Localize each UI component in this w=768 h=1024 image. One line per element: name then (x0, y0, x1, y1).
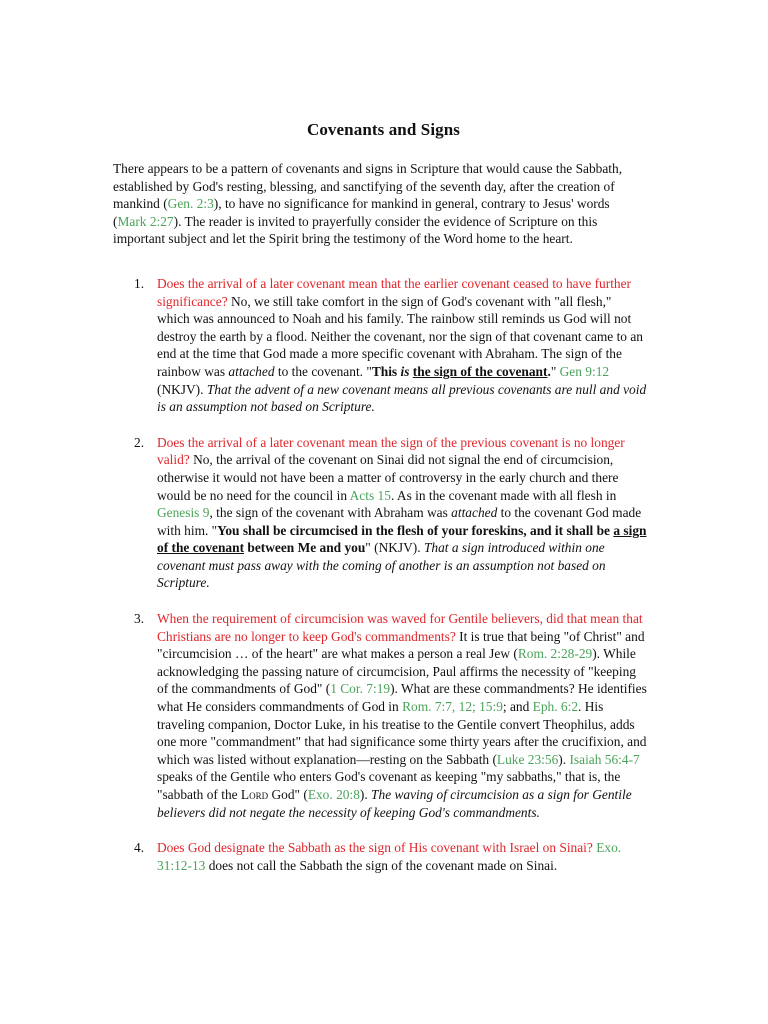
emphasis-text: attached (451, 505, 498, 521)
intro-text: ). The reader is invited to prayerfully consider the evidence of Scripture on this important subject and let the Spirit bring the testimony of the Word home to the heart. (113, 213, 598, 247)
quote-bold-underline: the sign of the covenant (412, 363, 548, 379)
conclusion-text: That the advent of a new covenant means all previous covenants are null and void is an assumption not based on Scripture. (157, 381, 647, 415)
answer-text: ). (359, 787, 372, 802)
question-text: Does the arrival of a later covenant mean that the earlier covenant ceased to have further significance? (157, 275, 632, 309)
scripture-reference[interactable]: Gen 9:12 (559, 363, 610, 379)
scripture-reference[interactable]: Acts 15 (349, 487, 391, 503)
answer-text: . As in the covenant made with all flesh in (390, 487, 617, 503)
scripture-reference[interactable]: Isaiah 56:4-7 (569, 751, 640, 767)
list-item (134, 434, 647, 592)
answer-text: does not call the Sabbath the sign of the covenant made on Sinai. (205, 857, 558, 873)
quote-bold: between Me and you (244, 540, 366, 556)
list-number: 4. (134, 840, 145, 856)
answer-text: , the sign of the covenant with Abraham was (209, 505, 452, 521)
answer-text: . His traveling companion, Doctor Luke, in his treatise to the Gentile convert Theophilus, adds one more "commandment" that had significance some thirty years after the crucifixion, and which was listed without explanation—resting on the Sabbath ( (157, 699, 647, 767)
quote-bold: . (547, 363, 551, 379)
answer-text: God" ( (268, 787, 308, 802)
scripture-reference[interactable]: Exo. 31:12-13 (157, 840, 622, 873)
answer-text: to the covenant God made with him. " (157, 505, 642, 538)
question-text: Does God designate the Sabbath as the sign of His covenant with Israel on Sinai? (157, 840, 593, 856)
answer-text: No, we still take comfort in the sign of God's covenant with "all flesh," which was announced to Noah and his family. The rainbow still reminds us God will not destroy the earth by a flood. Neither the covenant, nor the sign of that covenant came to an end at the time that God made a more specific covenant with Abraham. The sign of the rainbow was (157, 293, 643, 379)
answer-text: No, the arrival of the covenant on Sinai did not signal the end of circumcision, otherwise it would not have been a matter of controversy in the early church and there would be no need for the council in (157, 452, 619, 503)
conclusion-text: That a sign introduced within one covenant must pass away with the coming of another is an assumption not based on Scripture. (157, 540, 606, 591)
list-item (134, 275, 647, 416)
list-number: 2. (134, 434, 145, 450)
quote-bold: You shall be circumcised in the flesh of your foreskins, and it shall be (217, 522, 614, 538)
quote-bold-italic: is (400, 363, 410, 379)
answer-text: (NKJV). (157, 381, 207, 397)
scripture-reference[interactable]: Genesis 9 (157, 505, 210, 521)
list-item (134, 839, 647, 874)
small-caps-text: ord (249, 787, 269, 802)
question-text: When the requirement of circumcision was waved for Gentile believers, did that mean that Christians are no longer to keep God's commandments? (157, 611, 643, 644)
scripture-reference[interactable]: Eph. 6:2 (532, 699, 579, 715)
answer-text: " (NKJV). (365, 540, 424, 556)
scripture-reference[interactable]: Gen. 2:3 (167, 196, 214, 212)
question-text: Does the arrival of a later covenant mean the sign of the previous covenant is no longer valid? (157, 434, 625, 468)
answer-text: speaks of the Gentile who enters God's covenant as keeping "my sabbaths," that is, the "sabbath of the L (157, 769, 621, 802)
answer-text: to the covenant. " (274, 363, 372, 379)
answer-text: " (550, 363, 560, 379)
answer-text: ). While acknowledging the passing nature of circumcision, Paul affirms the necessity of "keeping of the commandments of God" ( (157, 646, 636, 697)
quote-bold-underline: a sign of the covenant (157, 522, 647, 556)
answer-text: ). What are these commandments? He identifies what He considers commandments of God in (157, 681, 647, 715)
intro-paragraph (113, 160, 633, 248)
intro-text: There appears to be a pattern of covenants and signs in Scripture that would cause the Sabbath, established by God's resting, blessing, and sanctifying of the seventh day, after the creation of mankind ( (113, 161, 623, 212)
scripture-reference[interactable]: Mark 2:27 (117, 213, 174, 229)
question-list (113, 275, 647, 874)
intro-text: ), to have no significance for mankind in general, contrary to Jesus' words ( (113, 196, 610, 229)
scripture-reference[interactable]: Rom. 7:7, 12; 15:9 (402, 699, 503, 715)
scripture-reference[interactable]: Luke 23:56 (496, 751, 559, 767)
list-number: 1. (134, 275, 145, 291)
conclusion-text: The waving of circumcision as a sign for Gentile believers did not negate the necessity of keeping God's commandments. (157, 787, 632, 820)
answer-text: ). (558, 751, 570, 767)
scripture-reference[interactable]: 1 Cor. 7:19 (330, 681, 391, 697)
scripture-reference[interactable]: Rom. 2:28-29 (517, 646, 593, 662)
emphasis-text: attached (228, 363, 275, 379)
list-item (134, 610, 647, 821)
answer-text: It is true that being "of Christ" and "circumcision … of the heart" are what makes a person a real Jew ( (157, 628, 645, 662)
answer-text: ; and (502, 699, 533, 715)
list-number: 3. (134, 611, 145, 627)
page-title: Covenants and Signs (306, 120, 461, 139)
quote-bold: This (371, 363, 401, 379)
scripture-reference[interactable]: Exo. 20:8 (307, 787, 360, 802)
